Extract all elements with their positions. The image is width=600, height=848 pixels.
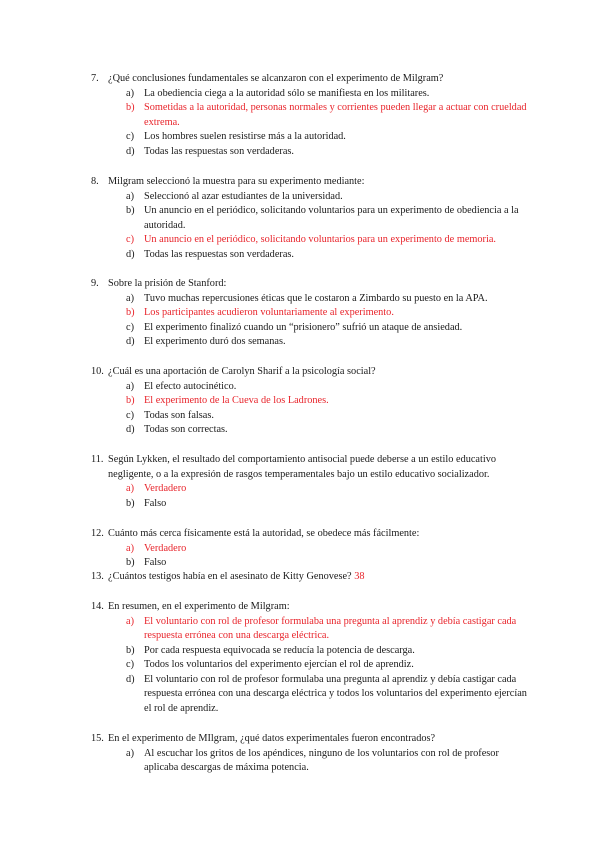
answer-value: 38 bbox=[354, 571, 365, 582]
question-number: 8. bbox=[91, 176, 99, 187]
option-b-correct: b) Los participantes acudieron voluntariamente al experimento. bbox=[126, 307, 394, 318]
question-text: 14. En resumen, en el experimento de Milgram: bbox=[91, 600, 531, 615]
option-a: a) Tuvo muchas repercusiones éticas que le costaron a Zimbardo su puesto en la APA. bbox=[126, 292, 488, 304]
question-text: 13. ¿Cuántos testigos había en el asesinato de Kitty Genovese? 38 bbox=[91, 570, 531, 585]
question-7 bbox=[91, 72, 531, 159]
question-15 bbox=[91, 732, 531, 776]
question-10 bbox=[91, 365, 531, 438]
question-text: 15. En el experimento de MIlgram, ¿qué datos experimentales fueron encontrados? bbox=[91, 732, 531, 747]
question-text: 10. ¿Cuál es una aportación de Carolyn Sharif a la psicología social? bbox=[91, 365, 531, 380]
option-b: b) Por cada respuesta equivocada se reducía la potencia de descarga. bbox=[126, 644, 415, 656]
option-b-correct: b) Sometidas a la autoridad, personas normales y corrientes pueden llegar a actuar con crueldad extrema. bbox=[126, 102, 527, 128]
question-number: 12. bbox=[91, 528, 104, 539]
option-b: b) Falso bbox=[126, 497, 167, 509]
question-text: 11. Según Lykken, el resultado del comportamiento antisocial puede deberse a un estilo educativo negligente, o a la expresión de rasgos temperamentales bajo un estilo educativo socializador. bbox=[91, 454, 497, 480]
option-a: a) Seleccionó al azar estudiantes de la universidad. bbox=[126, 190, 343, 202]
question-14 bbox=[91, 600, 531, 716]
question-number: 9. bbox=[91, 278, 99, 289]
option-d: d) Todas son correctas. bbox=[126, 424, 228, 435]
option-c: c) Todos los voluntarios del experimento ejercían el rol de aprendiz. bbox=[126, 659, 414, 670]
question-number: 7. bbox=[91, 73, 99, 84]
question-8 bbox=[91, 175, 531, 262]
question-text: 8. Milgram seleccionó la muestra para su experimento mediante: bbox=[91, 175, 531, 190]
option-b: b) Un anuncio en el periódico, solicitando voluntarios para un experimento de obediencia a la autoridad. bbox=[126, 205, 519, 231]
question-number: 14. bbox=[91, 601, 104, 612]
option-c-correct: c) Un anuncio en el periódico, solicitando voluntarios para un experimento de memoria. bbox=[126, 234, 496, 245]
question-13 bbox=[91, 570, 531, 585]
option-a-correct: a) Verdadero bbox=[126, 542, 187, 554]
option-c: c) Los hombres suelen resistirse más a la autoridad. bbox=[126, 131, 346, 142]
question-12 bbox=[91, 527, 531, 571]
question-11 bbox=[91, 453, 531, 511]
option-d: d) Todas las respuestas son verdaderas. bbox=[126, 248, 294, 260]
question-number: 11. bbox=[91, 454, 104, 465]
option-d: d) Todas las respuestas son verdaderas. bbox=[126, 145, 294, 157]
question-number: 10. bbox=[91, 366, 104, 377]
option-d: d) El voluntario con rol de profesor formulaba una pregunta al aprendiz y debía castigar cada respuesta errónea con una descarga eléctrica y todos los voluntarios del experimento ejercían el rol de aprendiz. bbox=[126, 673, 527, 714]
option-a: a) Al escuchar los gritos de los apéndices, ninguno de los voluntarios con rol de profesor aplicaba descargas de máxima potencia. bbox=[126, 747, 499, 773]
question-text: 12. Cuánto más cerca físicamente está la autoridad, se obedece más fácilmente: bbox=[91, 527, 531, 542]
option-b-correct: b) El experimento de la Cueva de los Ladrones. bbox=[126, 395, 329, 406]
question-text: 9. Sobre la prisión de Stanford: bbox=[91, 277, 531, 292]
option-a-correct: a) El voluntario con rol de profesor formulaba una pregunta al aprendiz y debía castigar cada respuesta errónea con una descarga eléctrica. bbox=[126, 615, 517, 641]
option-a-correct: a) Verdadero bbox=[126, 483, 187, 494]
option-a: a) El efecto autocinético. bbox=[126, 380, 237, 392]
option-c: c) Todas son falsas. bbox=[126, 409, 214, 421]
question-text: 7. ¿Qué conclusiones fundamentales se alcanzaron con el experimento de Milgram? bbox=[91, 72, 531, 87]
option-a: a) La obediencia ciega a la autoridad sólo se manifiesta en los militares. bbox=[126, 87, 430, 99]
option-c: c) El experimento finalizó cuando un “prisionero” sufrió un ataque de ansiedad. bbox=[126, 321, 463, 333]
option-b: b) Falso bbox=[126, 557, 167, 568]
question-number: 15. bbox=[91, 733, 104, 744]
question-9 bbox=[91, 277, 531, 350]
option-d: d) El experimento duró dos semanas. bbox=[126, 336, 286, 347]
question-number: 13. bbox=[91, 571, 104, 582]
